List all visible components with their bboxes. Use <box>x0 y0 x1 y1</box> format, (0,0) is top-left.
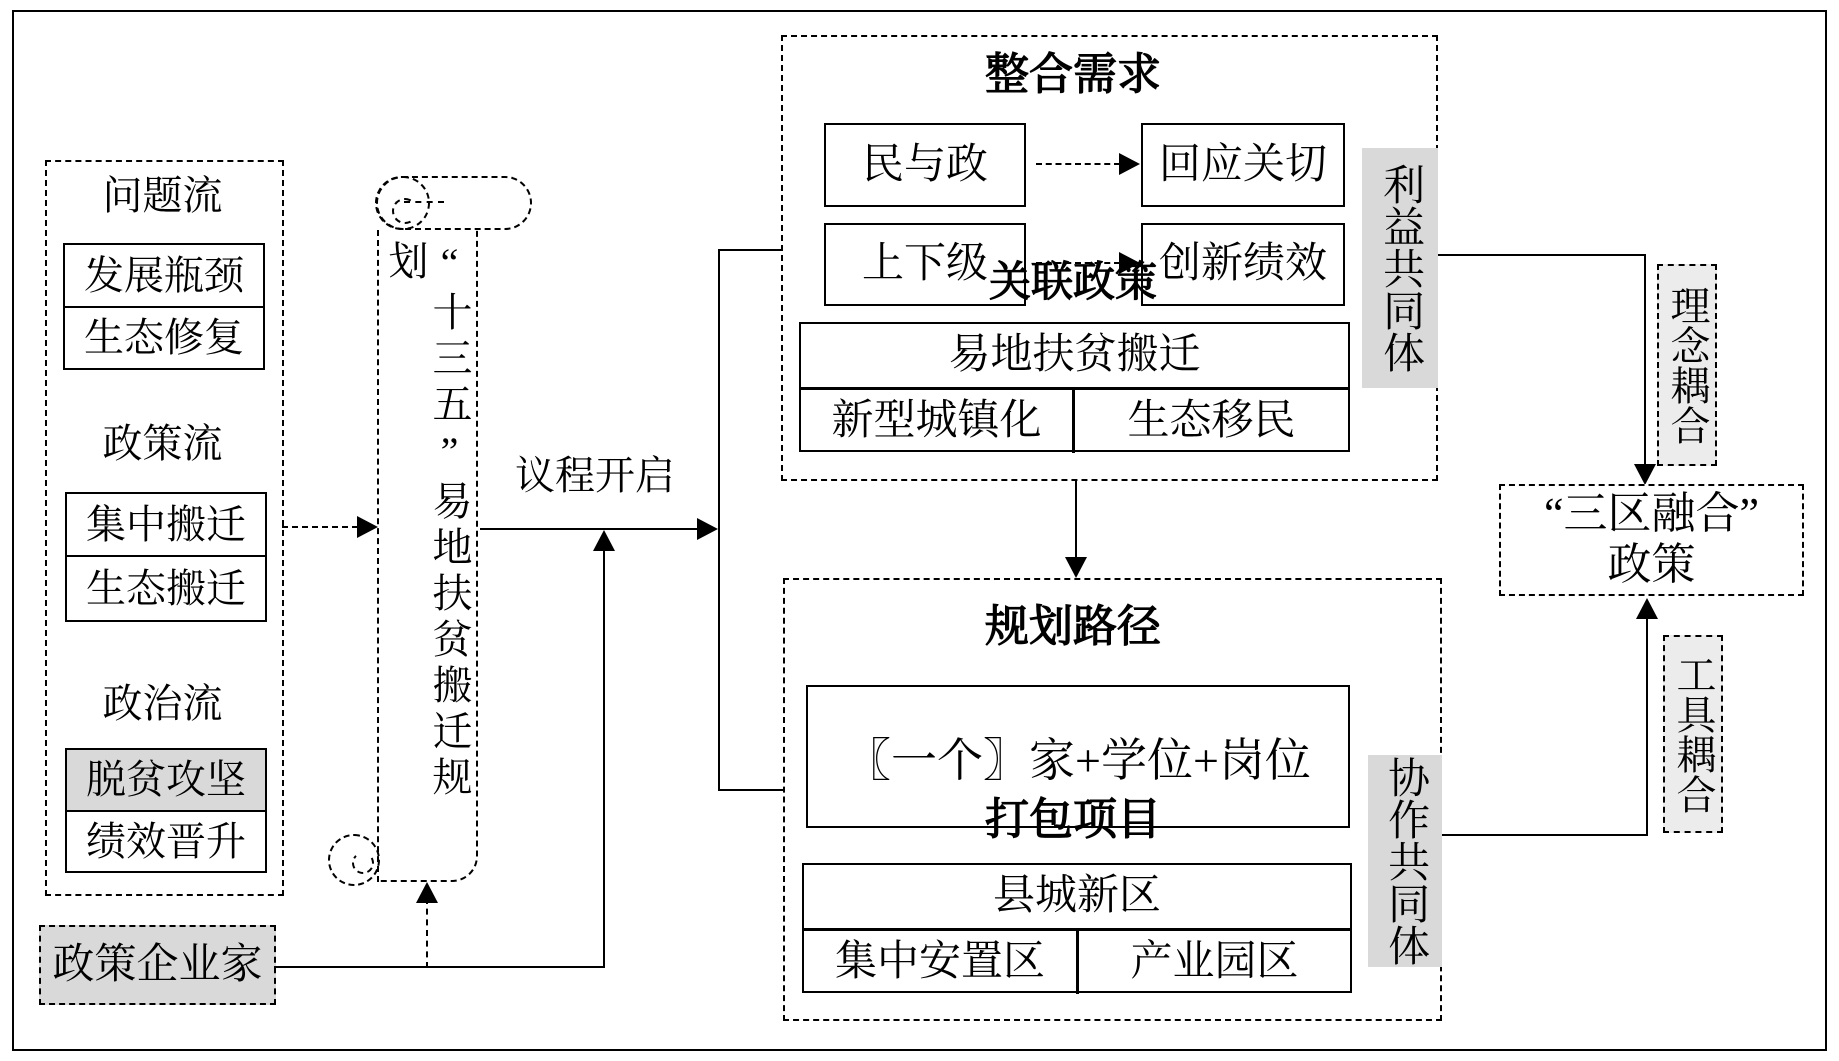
collaboration-connector-arrowhead <box>1636 598 1658 619</box>
related-policy-main-cell: 易地扶贫搬迁 <box>948 332 1201 379</box>
package-project-title: 打包项目 <box>985 794 1161 844</box>
pair2-from-box: 上下级 <box>824 223 1026 306</box>
integration-demand-title: 整合需求 <box>985 49 1161 99</box>
scroll-top-roll-hook-line <box>404 201 444 203</box>
policy-item-ecological-relocation: 生态搬迁 <box>65 555 267 622</box>
politics-item-poverty-alleviation: 脱贫攻坚 <box>65 748 267 812</box>
entrepreneur-branch-arrowhead <box>416 882 438 903</box>
pair1-from-box: 民与政 <box>824 123 1026 207</box>
scroll-plan-title: “十三五”易地扶贫搬迁规划 <box>383 240 472 802</box>
streams-to-scroll-arrowhead <box>357 516 378 538</box>
streams-to-scroll-line <box>282 526 358 528</box>
package-project-table <box>802 863 1352 993</box>
collaboration-connector-horizontal <box>1442 834 1648 836</box>
collaboration-connector-vertical <box>1646 614 1648 836</box>
related-policy-title: 关联政策 <box>988 259 1157 306</box>
package-main-cell: 县城新区 <box>992 873 1161 920</box>
integration-to-planning-arrowhead <box>1065 557 1087 578</box>
agenda-open-label: 议程开启 <box>515 453 675 498</box>
agenda-arrow-line <box>480 528 698 530</box>
problem-item-development-bottleneck: 发展瓶颈 <box>63 243 265 308</box>
entrepreneur-dashed-branch <box>426 898 428 968</box>
idea-coupling-label: 理念耦合 <box>1657 264 1717 466</box>
related-policy-subrow <box>801 387 1348 453</box>
pair2-to-box: 创新绩效 <box>1141 223 1345 306</box>
package-subrow <box>804 928 1350 994</box>
related-policy-table <box>799 322 1350 452</box>
pair1-to-box: 回应关切 <box>1141 123 1345 207</box>
policy-entrepreneur-box: 政策企业家 <box>39 925 276 1005</box>
politics-item-performance-promotion: 绩效晋升 <box>65 810 267 873</box>
related-cell-eco-migration: 生态移民 <box>1127 398 1296 445</box>
pair1-arrowhead <box>1119 153 1140 175</box>
interest-community-label: 利益共同体 <box>1362 148 1438 388</box>
junction-top-stub <box>718 249 781 251</box>
policy-item-centralized-relocation: 集中搬迁 <box>65 492 267 557</box>
policy-output-box <box>1499 484 1804 596</box>
planning-path-title: 规划路径 <box>985 601 1161 651</box>
integration-to-planning-line <box>1075 479 1077 559</box>
interest-connector-horizontal <box>1438 254 1645 256</box>
tool-coupling-label: 工具耦合 <box>1663 635 1723 833</box>
junction-bottom-stub <box>718 789 785 791</box>
related-cell-urbanization: 新型城镇化 <box>801 390 1075 453</box>
policy-output-line1: “三区融合” <box>1543 489 1760 539</box>
policy-stream-label: 政策流 <box>102 421 223 466</box>
entrepreneur-arrowhead-up <box>593 530 615 551</box>
entrepreneur-line-vertical <box>603 546 605 968</box>
scroll-bottom-roll-hook <box>352 852 374 874</box>
interest-connector-arrowhead <box>1634 464 1656 485</box>
package-cell-resettlement: 集中安置区 <box>804 931 1079 994</box>
package-cell-industrial-park: 产业园区 <box>1130 939 1299 986</box>
interest-connector-vertical <box>1644 254 1646 468</box>
agenda-arrowhead <box>697 518 718 540</box>
problem-stream-label: 问题流 <box>102 173 223 218</box>
policy-output-line2: 政策 <box>1607 540 1696 589</box>
junction-vertical-line <box>718 250 720 791</box>
collaboration-community-label: 协作共同体 <box>1368 755 1442 967</box>
politics-stream-label: 政治流 <box>102 681 223 726</box>
entrepreneur-line-horizontal <box>274 966 604 968</box>
planning-path-item-box: 〖一个〗家+学位+岗位 <box>806 685 1350 828</box>
pair1-dashed-line <box>1036 163 1120 165</box>
problem-item-ecological-restoration: 生态修复 <box>63 306 265 370</box>
